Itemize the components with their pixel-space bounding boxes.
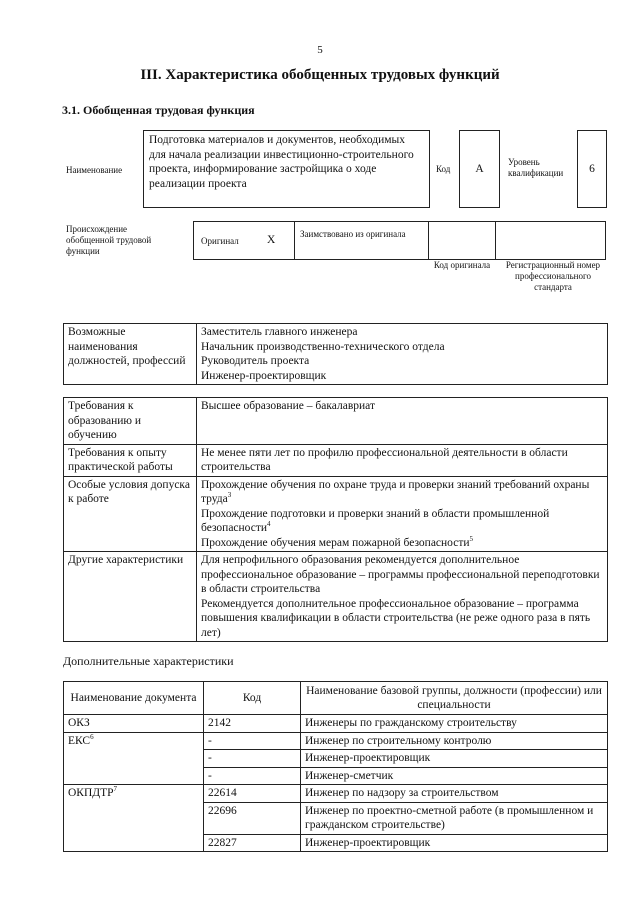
origin-divider-2 xyxy=(428,222,429,259)
positions-label: Возможные наименования должностей, профессий xyxy=(64,324,197,385)
original-mark: X xyxy=(267,234,276,246)
okpdtr-name: Инженер по надзору за строительством xyxy=(301,785,608,803)
eks-code: - xyxy=(204,767,301,785)
experience-value: Не менее пяти лет по профилю профессиональной деятельности в области строительства xyxy=(197,444,608,476)
positions-list xyxy=(197,324,608,385)
level-box xyxy=(577,130,607,208)
okpdtr-doc: ОКПДТР$^7$ xyxy=(64,785,204,852)
eks-name: Инженер-проектировщик xyxy=(301,750,608,768)
conditions-label: Особые условия допуска к работе xyxy=(64,476,197,552)
eks-code: - xyxy=(204,750,301,768)
okpdtr-name: Инженер по проектно-сметной работе (в промышленном и гражданском строительстве) xyxy=(301,802,608,834)
original-label: Оригинал xyxy=(201,236,239,246)
eks-doc: ЕКС$^6$ xyxy=(64,732,204,785)
other-item: Рекомендуется дополнительное профессиональное образование – программа повышения квалификации в области строительства (не реже одного раза в пять лет) xyxy=(201,597,591,639)
position-item: Руководитель проекта xyxy=(201,355,310,367)
name-label: Наименование xyxy=(66,165,123,175)
origin-label: Происхождение обобщенной трудовой функции xyxy=(66,224,152,256)
other-label: Другие характеристики xyxy=(64,552,197,642)
other-list xyxy=(197,552,608,642)
condition-item: Прохождение обучения мерам пожарной безопасности$^5$ xyxy=(201,534,474,549)
code-label: Код xyxy=(436,164,451,174)
positions-table xyxy=(63,323,608,385)
level-value: 6 xyxy=(589,163,595,175)
section-title: III. Характеристика обобщенных трудовых функций xyxy=(140,67,500,83)
condition-item: Прохождение обучения по охране труда и проверки знаний требований охраны труда$^3$ xyxy=(201,478,590,505)
okz-name: Инженеры по гражданскому строительству xyxy=(301,715,608,733)
header-doc: Наименование документа xyxy=(64,682,204,715)
origin-row xyxy=(193,221,606,260)
code-original-caption: Код оригинала xyxy=(433,260,491,270)
other-item: Для непрофильного образования рекомендуется дополнительное профессиональное образование – программы профессиональной переподготовки в области строительства xyxy=(201,554,600,595)
function-name-value: Подготовка материалов и документов, необходимых для начала реализации инвестиционно-строительного проекта, информирование застройщика о ходе реализации проекта xyxy=(149,134,414,190)
okz-doc: ОКЗ xyxy=(64,715,204,733)
additional-table xyxy=(63,681,608,852)
function-name-box xyxy=(143,130,430,208)
header-name: Наименование базовой группы, должности (профессии) или специальности xyxy=(301,682,608,715)
origin-divider-3 xyxy=(495,222,496,259)
okpdtr-code: 22827 xyxy=(204,834,301,852)
requirements-table xyxy=(63,397,608,642)
conditions-list xyxy=(197,476,608,552)
borrowed-label: Заимствовано из оригинала xyxy=(300,229,406,239)
okz-code: 2142 xyxy=(204,715,301,733)
position-item: Инженер-проектировщик xyxy=(201,369,327,382)
subsection-title: 3.1. Обобщенная трудовая функция xyxy=(62,103,255,117)
code-value: A xyxy=(475,163,484,175)
position-item: Заместитель главного инженера xyxy=(201,326,358,338)
additional-title: Дополнительные характеристики xyxy=(63,654,234,668)
education-value: Высшее образование – бакалавриат xyxy=(197,398,608,445)
eks-name: Инженер-сметчик xyxy=(301,767,608,785)
education-label: Требования к образованию и обучению xyxy=(64,398,197,445)
reg-number-caption: Регистрационный номер профессионального стандарта xyxy=(505,260,601,292)
level-label: Уровень квалификации xyxy=(508,157,564,178)
header-code: Код xyxy=(204,682,301,715)
okpdtr-name: Инженер-проектировщик xyxy=(301,834,608,852)
okpdtr-code: 22696 xyxy=(204,802,301,834)
condition-item: Прохождение подготовки и проверки знаний в области промышленной безопасности$^4$ xyxy=(201,507,550,534)
code-box xyxy=(459,130,500,208)
eks-name: Инженер по строительному контролю xyxy=(301,732,608,750)
eks-code: - xyxy=(204,732,301,750)
page-number: 5 xyxy=(317,44,323,56)
okpdtr-code: 22614 xyxy=(204,785,301,803)
experience-label: Требования к опыту практической работы xyxy=(64,444,197,476)
origin-divider-1 xyxy=(294,222,295,259)
position-item: Начальник производственно-технического отдела xyxy=(201,340,445,353)
